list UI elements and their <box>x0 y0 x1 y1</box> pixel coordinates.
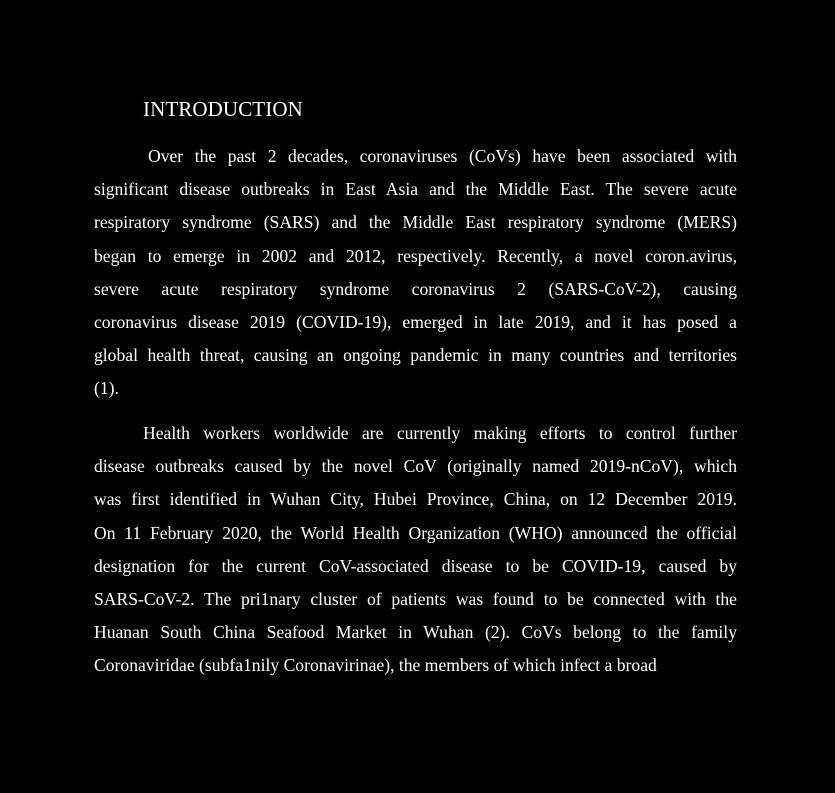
paragraph-line: SARS-CoV-2. The pri1nary cluster of patients was found to be connected with the <box>94 588 737 609</box>
paragraph-line: global health threat, causing an ongoing pandemic in many countries and territories <box>94 345 737 366</box>
paragraph-line: disease outbreaks caused by the novel CoV (originally named 2019-nCoV), which <box>94 456 737 477</box>
paragraph-line: began to emerge in 2002 and 2012, respectively. Recently, a novel coron.avirus, <box>94 245 737 266</box>
paragraph-line: Huanan South China Seafood Market in Wuhan (2). CoVs belong to the family <box>94 622 737 643</box>
paragraph-line: coronavirus disease 2019 (COVID-19), emerged in late 2019, and it has posed a <box>94 311 737 332</box>
paragraph-line: significant disease outbreaks in East Asia and the Middle East. The severe acute <box>94 179 737 200</box>
paragraph-line: Health workers worldwide are currently making efforts to control further <box>143 423 737 443</box>
paragraph-line: On 11 February 2020, the World Health Organization (WHO) announced the official <box>94 522 737 543</box>
paragraph-line: was first identified in Wuhan City, Hubei Province, China, on 12 December 2019. <box>94 489 737 510</box>
paragraph-line: (1). <box>94 378 119 399</box>
paragraph-line: Over the past 2 decades, coronaviruses (CoVs) have been associated with <box>148 146 737 166</box>
paragraph-line: severe acute respiratory syndrome coronavirus 2 (SARS-CoV-2), causing <box>94 278 737 299</box>
paragraph-line: designation for the current CoV-associated disease to be COVID-19, caused by <box>94 555 737 576</box>
section-heading: INTRODUCTION <box>143 97 303 121</box>
paragraph-line: respiratory syndrome (SARS) and the Middle East respiratory syndrome (MERS) <box>94 212 737 233</box>
paragraph-2 <box>94 417 737 683</box>
paragraph-1 <box>94 140 737 406</box>
paragraph-line: Coronaviridae (subfa1nily Coronavirinae), the members of which infect a broad <box>94 655 657 676</box>
